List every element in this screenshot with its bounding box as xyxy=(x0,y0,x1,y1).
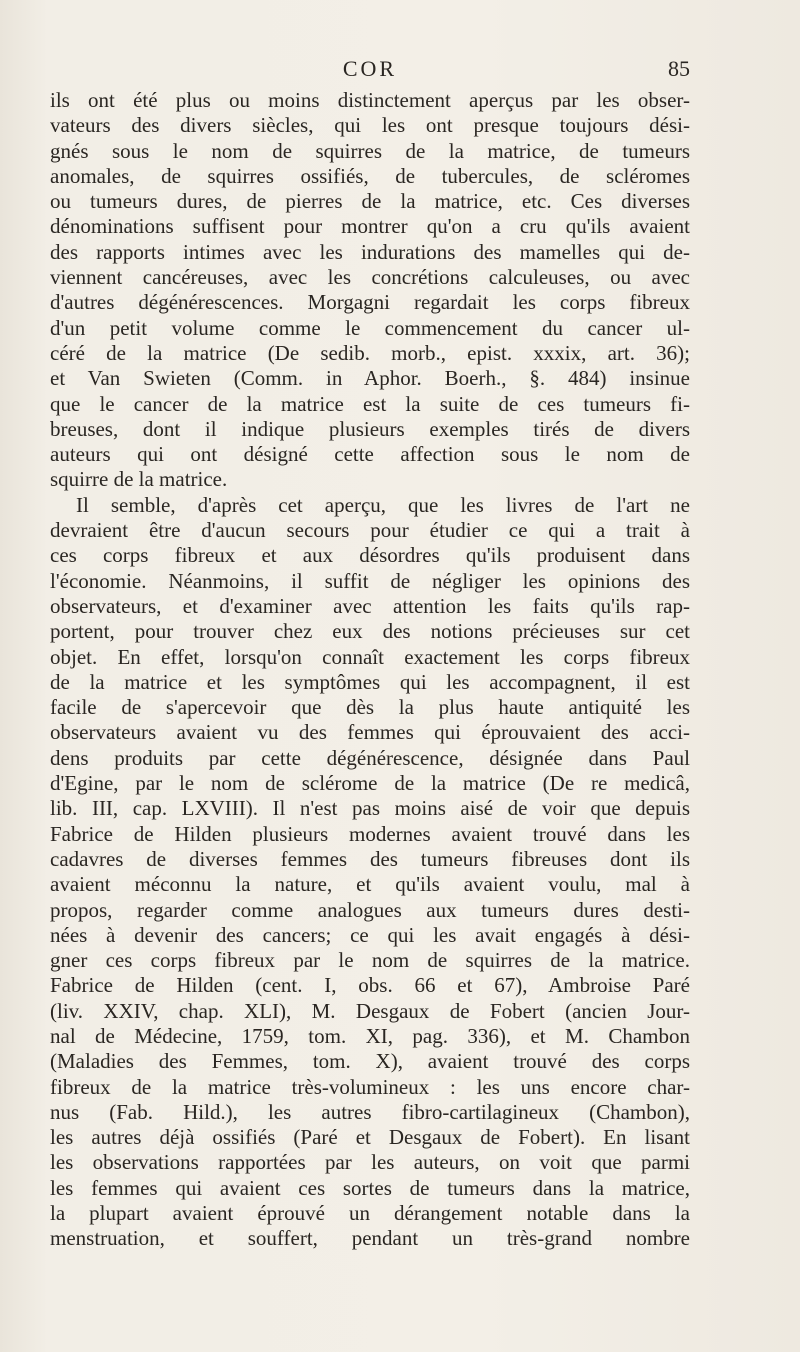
text-line: menstruation, et souffert, pendant un très-grand nombre xyxy=(50,1226,690,1251)
text-line: avaient méconnu la nature, et qu'ils avaient voulu, mal à xyxy=(50,872,690,897)
text-line: gner ces corps fibreux par le nom de squirres de la matrice. xyxy=(50,948,690,973)
text-line: facile de s'apercevoir que dès la plus haute antiquité les xyxy=(50,695,690,720)
text-line: l'économie. Néanmoins, il suffit de négliger les opinions des xyxy=(50,568,690,593)
running-head: COR xyxy=(342,56,398,81)
text-line: Il semble, d'après cet aperçu, que les livres de l'art ne xyxy=(76,492,690,517)
text-line: anomales, de squirres ossifiés, de tubercules, de scléromes xyxy=(50,163,690,188)
text-line: observateurs avaient vu des femmes qui éprouvaient des acci- xyxy=(50,720,690,745)
page-header xyxy=(50,56,690,86)
text-line: les autres déjà ossifiés (Paré et Desgaux de Fobert). En lisant xyxy=(50,1125,690,1150)
text-line: ces corps fibreux et aux désordres qu'ils produisent dans xyxy=(50,543,690,568)
text-line: propos, regarder comme analogues aux tumeurs dures desti- xyxy=(50,897,690,922)
text-line: Fabrice de Hilden plusieurs modernes avaient trouvé dans les xyxy=(50,821,690,846)
text-line: lib. III, cap. LXVIII). Il n'est pas moins aisé de voir que depuis xyxy=(50,796,690,821)
text-line: d'autres dégénérescences. Morgagni regardait les corps fibreux xyxy=(50,290,690,315)
text-line: dénominations suffisent pour montrer qu'on a cru qu'ils avaient xyxy=(50,214,690,239)
text-line: breuses, dont il indique plusieurs exemples tirés de divers xyxy=(50,416,690,441)
text-line: dens produits par cette dégénérescence, désignée dans Paul xyxy=(50,745,690,770)
text-line: la plupart avaient éprouvé un dérangement notable dans la xyxy=(50,1201,690,1226)
text-line: d'un petit volume comme le commencement du cancer ul- xyxy=(50,315,690,340)
body-text xyxy=(50,88,690,1252)
text-line: de la matrice et les symptômes qui les accompagnent, il est xyxy=(50,669,690,694)
text-line: et Van Swieten (Comm. in Aphor. Boerh., §. 484) insinue xyxy=(50,366,690,391)
text-line: des rapports intimes avec les indurations des mamelles qui de- xyxy=(50,239,690,264)
text-line: (liv. XXIV, chap. XLI), M. Desgaux de Fobert (ancien Jour- xyxy=(50,998,690,1023)
text-line: (Maladies des Femmes, tom. X), avaient trouvé des corps xyxy=(50,1049,690,1074)
text-line: céré de la matrice (De sedib. morb., epist. xxxix, art. 36); xyxy=(50,340,690,365)
text-line: nées à devenir des cancers; ce qui les avait engagés à dési- xyxy=(50,922,690,947)
text-line: nal de Médecine, 1759, tom. XI, pag. 336), et M. Chambon xyxy=(50,1023,690,1048)
text-line: portent, pour trouver chez eux des notions précieuses sur cet xyxy=(50,619,690,644)
text-line: Fabrice de Hilden (cent. I, obs. 66 et 67), Ambroise Paré xyxy=(50,973,690,998)
text-line: gnés sous le nom de squirres de la matrice, de tumeurs xyxy=(50,138,690,163)
text-line: ou tumeurs dures, de pierres de la matrice, etc. Ces diverses xyxy=(50,189,690,214)
text-line: vateurs des divers siècles, qui les ont presque toujours dési- xyxy=(50,113,690,138)
text-line: observateurs, et d'examiner avec attention les faits qu'ils rap- xyxy=(50,593,690,618)
text-line: les observations rapportées par les auteurs, on voit que parmi xyxy=(50,1150,690,1175)
text-line: devraient être d'aucun secours pour étudier ce qui a trait à xyxy=(50,518,690,543)
page-number: 85 xyxy=(668,56,690,81)
text-line: les femmes qui avaient ces sortes de tumeurs dans la matrice, xyxy=(50,1175,690,1200)
text-line: ils ont été plus ou moins distinctement aperçus par les obser- xyxy=(50,88,690,112)
text-line: cadavres de diverses femmes des tumeurs fibreuses dont ils xyxy=(50,846,690,871)
text-line: que le cancer de la matrice est la suite de ces tumeurs fi- xyxy=(50,391,690,416)
text-line: viennent cancéreuses, avec les concrétions calculeuses, ou avec xyxy=(50,265,690,290)
text-line: objet. En effet, lorsqu'on connaît exactement les corps fibreux xyxy=(50,644,690,669)
text-line: squirre de la matrice. xyxy=(50,467,228,492)
text-line: nus (Fab. Hild.), les autres fibro-cartilagineux (Chambon), xyxy=(50,1099,690,1124)
text-line: d'Egine, par le nom de sclérome de la matrice (De re medicâ, xyxy=(50,771,690,796)
text-line: fibreux de la matrice très-volumineux : les uns encore char- xyxy=(50,1074,690,1099)
text-line: auteurs qui ont désigné cette affection sous le nom de xyxy=(50,442,690,467)
